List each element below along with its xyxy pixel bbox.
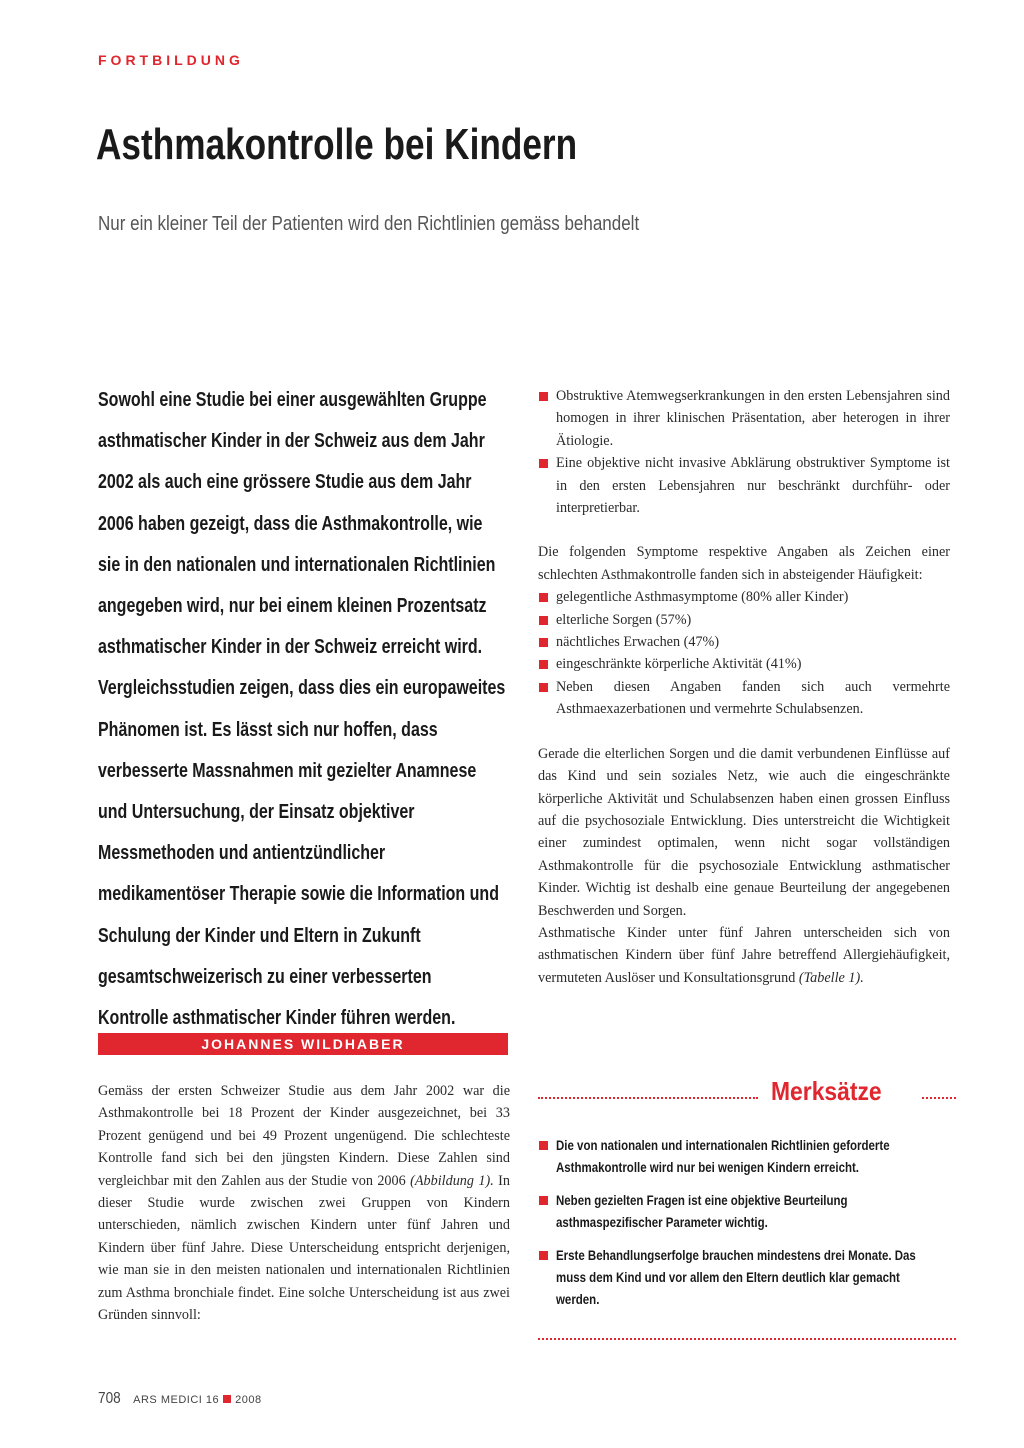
journal-year: 2008 <box>235 1394 262 1406</box>
bullet-square-icon <box>539 638 548 647</box>
bullet-square-icon <box>539 616 548 625</box>
body-paragraph: Gerade die elterlichen Sorgen und die damit verbundenen Einflüsse auf das Kind und sein soziales Netz, wie auch die eingeschränkte körperliche Aktivität und Schulabsenzen haben einen grossen Einfluss auf die psychosoziale Entwicklung. Dies unterstreicht die Wichtigkeit einer zumindest optimalen, wenn nicht sogar vollständigen Asthmakontrolle für die psychosoziale Entwicklung asthmatischer Kinder. Wichtig ist deshalb eine genaue Beurteilung der angegebenen Beschwerden und Sorgen. <box>538 745 950 919</box>
list-item <box>538 1189 958 1234</box>
merksaetze-list <box>538 1134 958 1321</box>
list-item-text: nächtliches Erwachen (47%) <box>556 634 720 651</box>
bullet-square-icon <box>539 660 548 669</box>
symptoms-list <box>538 586 950 720</box>
bullet-square-icon <box>539 1251 548 1260</box>
lead-paragraph <box>98 380 506 1039</box>
body-text: Asthmatische Kinder unter fünf Jahren unterscheiden sich von asthmatischen Kindern über fünf Jahre betreffend Allergiehäufigkeit, vermuteten Auslöser und Konsultationsgrund <box>538 924 950 986</box>
list-item-text: Neben diesen Angaben fanden sich auch vermehrte Asthmaexazerbationen und vermehrte Schulabsenzen. <box>556 678 950 718</box>
body-text-part-1: Gemäss der ersten Schweizer Studie aus dem Jahr 2002 war die Asthmakontrolle bei 18 Prozent der Kinder ausgezeichnet, bei 33 Prozent genügend und bei 49 Prozent ungenügend. Die schlechteste Kontrolle fand sich bei den jüngsten Kindern. Diese Zahlen sind vergleichbar mit den Zahlen aus der Studie von 2006 <box>98 1083 510 1189</box>
symptoms-intro: Die folgenden Symptome respektive Angaben als Zeichen einer schlechten Asthmakontrolle fanden sich in absteigender Häufigkeit: <box>538 544 950 583</box>
dotted-rule <box>538 1097 758 1099</box>
article-title: Asthmakontrolle bei Kindern <box>96 120 578 169</box>
bullet-square-icon <box>539 1141 548 1150</box>
bullet-square-icon <box>539 593 548 602</box>
list-item <box>538 1244 958 1311</box>
list-item-text: Neben gezielten Fragen ist eine objektive Beurteilung asthmaspezifischer Parameter wichtig. <box>556 1191 848 1231</box>
list-item <box>538 452 950 519</box>
list-item <box>538 385 950 452</box>
list-item <box>538 586 950 608</box>
author-bar <box>98 1033 508 1055</box>
list-item-text: eingeschränkte körperliche Aktivität (41%) <box>556 656 802 673</box>
journal-name: ARS MEDICI 16 <box>133 1394 220 1406</box>
bullet-square-icon <box>539 459 548 468</box>
bullet-square-icon <box>539 392 548 401</box>
dotted-rule <box>538 1338 956 1340</box>
page-footer <box>98 1390 262 1408</box>
separator-square-icon <box>223 1395 231 1403</box>
author-name: JOHANNES WILDHABER <box>201 1036 405 1052</box>
list-item <box>538 676 950 721</box>
page-number: 708 <box>98 1390 121 1407</box>
dotted-rule <box>922 1097 956 1099</box>
list-item <box>538 631 950 653</box>
merksaetze-title: Merksätze <box>771 1076 882 1106</box>
reasons-list <box>538 385 950 519</box>
body-left-column <box>98 1080 510 1326</box>
merksaetze-header <box>538 1076 956 1110</box>
article-subtitle: Nur ein kleiner Teil der Patienten wird den Richtlinien gemäss behandelt <box>98 213 640 235</box>
body-text-part-2: In dieser Studie wurde zwischen zwei Gruppen von Kindern unterschieden, nämlich zwischen Kindern unter fünf Jahren und Kindern über fünf Jahre. Diese Unterscheidung entspricht derjenigen, wie man sie in den meisten nationalen und internationalen Richtlinien zum Asthma bronchiale findet. Eine solche Unterscheidung ist aus zwei Gründen sinnvoll: <box>98 1172 511 1324</box>
bullet-square-icon <box>539 683 548 692</box>
body-right-column <box>538 385 950 989</box>
list-item-text: Erste Behandlungserfolge brauchen mindestens drei Monate. Das muss dem Kind und vor allem den Eltern deutlich klar gemacht werden. <box>556 1246 916 1308</box>
bullet-square-icon <box>539 1196 548 1205</box>
list-item <box>538 653 950 675</box>
section-label: FORTBILDUNG <box>98 52 244 68</box>
list-item-text: Eine objektive nicht invasive Abklärung obstruktiver Symptome ist in den ersten Lebensjahren nur beschränkt durchführ- oder interpretierbar. <box>556 455 950 517</box>
figure-reference: (Abbildung 1). <box>410 1172 494 1189</box>
list-item-text: gelegentliche Asthmasymptome (80% aller Kinder) <box>556 589 849 606</box>
lead-text: Sowohl eine Studie bei einer ausgewählten Gruppe asthmatischer Kinder in der Schweiz aus dem Jahr 2002 als auch eine grössere Studie aus dem Jahr 2006 haben gezeigt, dass die Asthmakontrolle, wie sie in den nationalen und internationalen Richtlinien angegeben wird, nur bei einem kleinen Prozentsatz asthmatischer Kinder in der Schweiz erreicht wird. Vergleichsstudien zeigen, dass dies ein europaweites Phänomen ist. Es lässt sich nur hoffen, dass verbesserte Massnahmen mit gezielter Anamnese und Untersuchung, der Einsatz objektiver Messmethoden und antientzündlicher medikamentöser Therapie sowie die Information und Schulung der Kinder und Eltern in Zukunft gesamtschweizerisch zu einer verbesserten Kontrolle asthmatischer Kinder führen werden. <box>98 389 506 1030</box>
body-paragraph <box>538 922 950 989</box>
table-reference: (Tabelle 1). <box>798 969 864 986</box>
list-item <box>538 1134 958 1179</box>
list-item <box>538 609 950 631</box>
list-item-text: Obstruktive Atemwegserkrankungen in den ersten Lebensjahren sind homogen in ihrer klinischen Präsentation, aber heterogen in ihrer Ätiologie. <box>556 388 950 449</box>
body-paragraph <box>98 1080 510 1326</box>
list-item-text: Die von nationalen und internationalen Richtlinien geforderte Asthmakontrolle wird nur bei wenigen Kindern erreicht. <box>556 1137 890 1176</box>
list-item-text: elterliche Sorgen (57%) <box>556 611 692 628</box>
